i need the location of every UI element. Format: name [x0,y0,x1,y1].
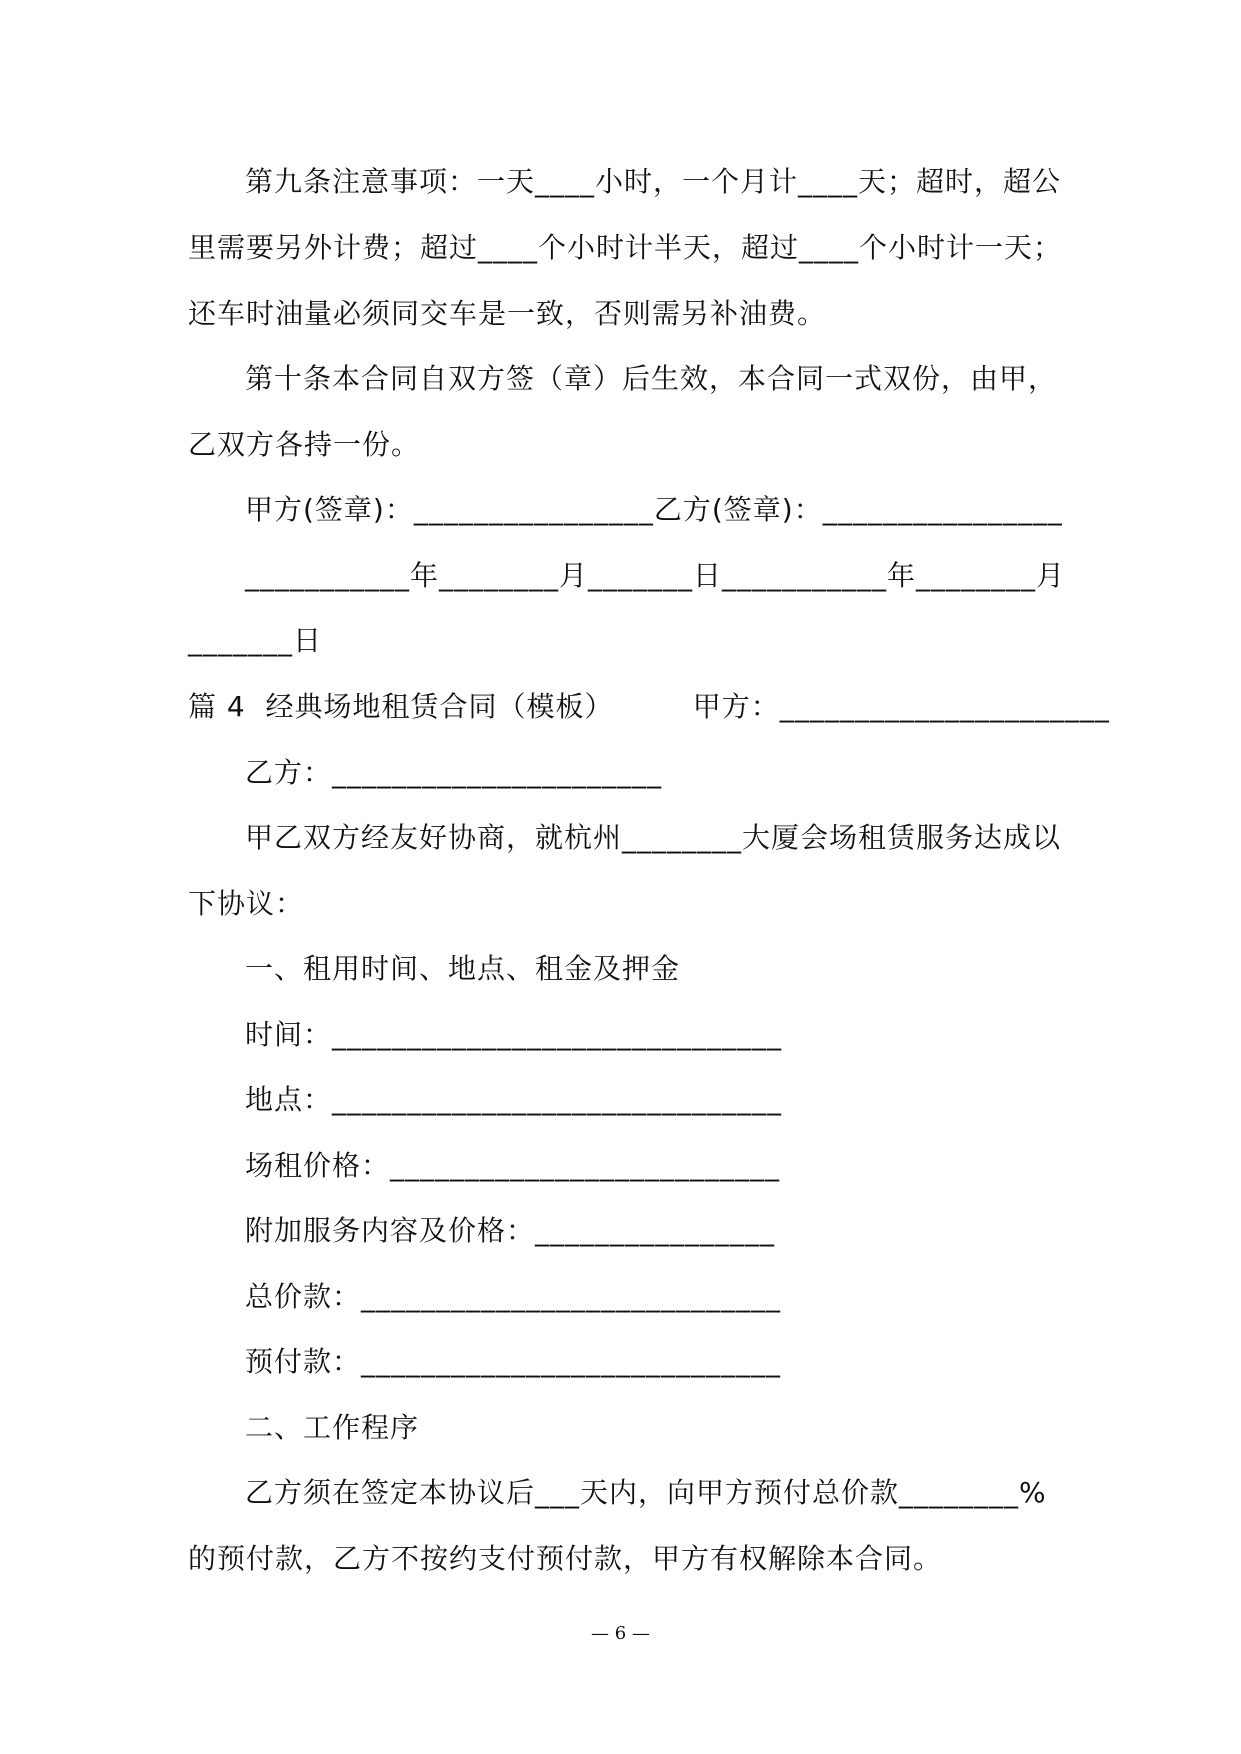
field-prepayment: 预付款：____________________________ [245,1345,782,1378]
date-line-continued: _______日 [188,624,323,657]
field-time: 时间：______________________________ [245,1018,783,1051]
agreement-intro-line-1: 甲乙双方经友好协商，就杭州________大厦会场租赁服务达成以 [245,821,1062,854]
agreement-intro-line-2: 下协议： [188,887,305,920]
clause-10-line-1: 第十条本合同自双方签（章）后生效，本合同一式双份，由甲， [245,362,1058,395]
field-rent-price: 场租价格：__________________________ [245,1149,781,1182]
clause-9-line-1: 第九条注意事项：一天____小时，一个月计____天；超时，超公 [245,165,1062,198]
contract-title-line: 篇 4 经典场地租赁合同（模板） 甲方：______________________ [188,690,1110,723]
clause-9-line-3: 还车时油量必须同交车是一致，否则需另补油费。 [188,297,827,330]
signature-line: 甲方(签章)：________________乙方(签章)：________________ [245,493,1063,526]
section-2-heading: 二、工作程序 [245,1411,420,1444]
field-additional-services: 附加服务内容及价格：________________ [245,1214,776,1247]
date-line: ___________年________月_______日___________年________月 [245,559,1066,592]
procedure-line-1: 乙方须在签定本协议后___天内，向甲方预付总价款________% [245,1476,1047,1509]
page-number: — 6 — [591,1623,650,1644]
clause-9-line-2: 里需要另外计费；超过____个小时计半天，超过____个小时计一天； [188,231,1063,264]
field-total-price: 总价款：____________________________ [245,1280,782,1313]
clause-10-line-2: 乙双方各持一份。 [188,428,421,461]
section-1-heading: 一、租用时间、地点、租金及押金 [245,952,681,985]
party-b-line: 乙方：______________________ [245,756,663,789]
procedure-line-2: 的预付款，乙方不按约支付预付款，甲方有权解除本合同。 [188,1542,943,1575]
field-location: 地点：______________________________ [245,1083,783,1116]
